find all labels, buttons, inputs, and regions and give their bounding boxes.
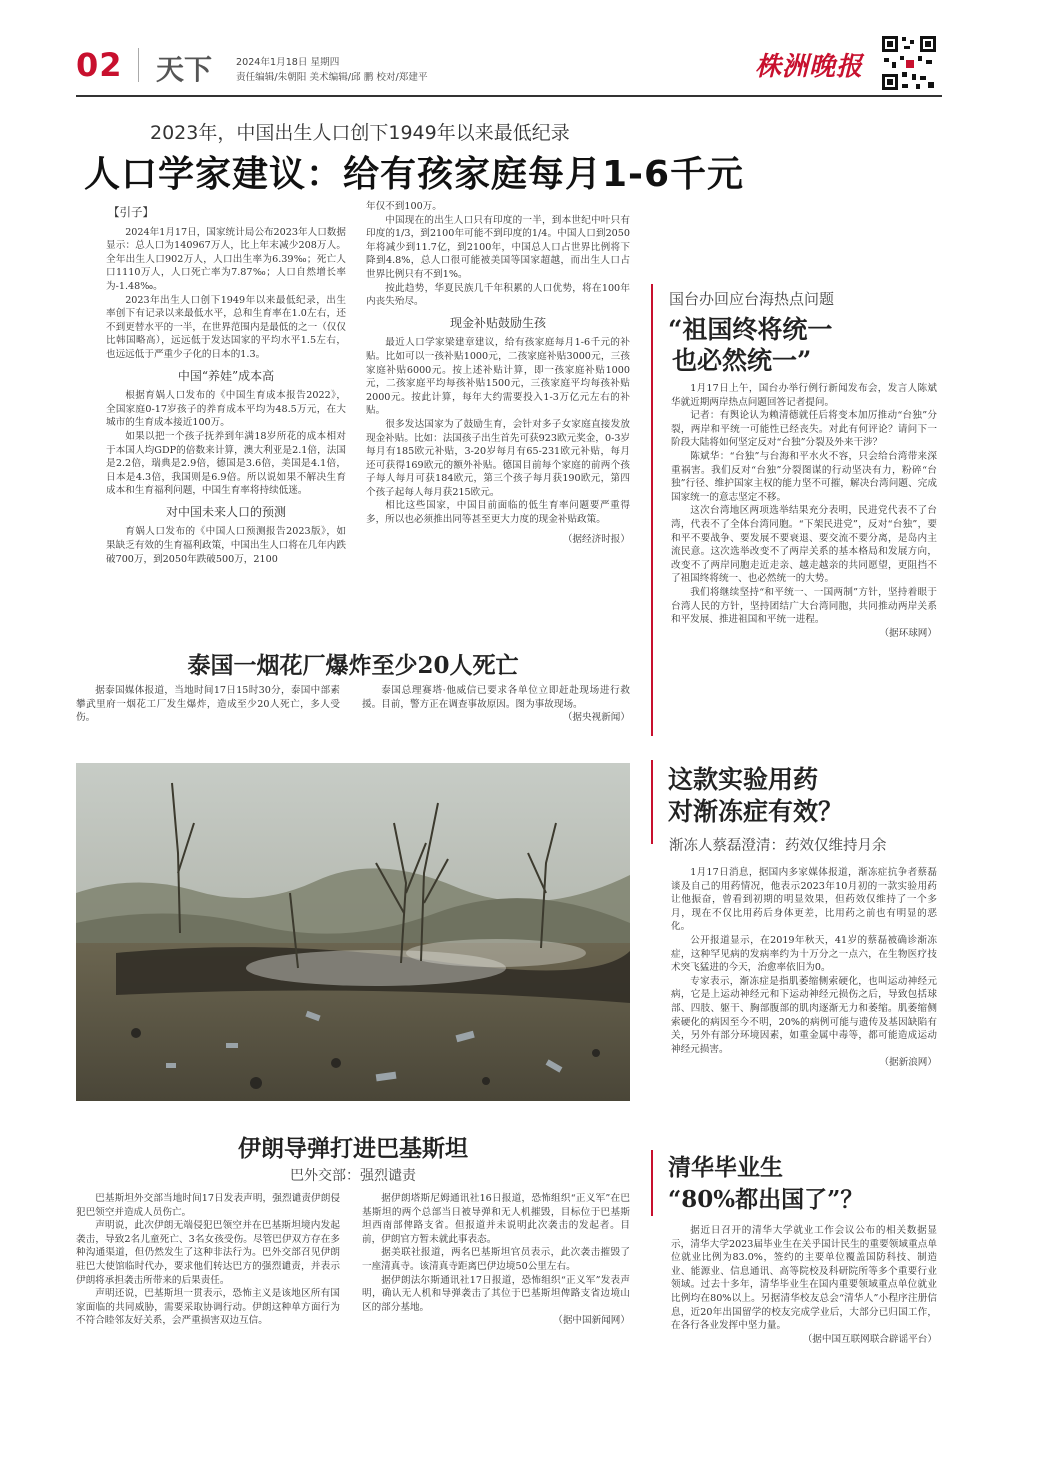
page-number: 02 [76,46,123,84]
paragraph: 相比这些国家，中国目前面临的低生育率问题要严重得多，所以也必须推出同等甚至更大力度的现金补贴政策。 [366,500,630,526]
paragraph: 公开报道显示，在2019年秋天，41岁的蔡磊被确诊渐冻症，这种罕见病的发病率约为十万分之一点六，在生物医疗技术突飞猛进的今天，治愈率依旧为0。 [671,934,937,974]
paragraph: 记者：有舆论认为赖清德就任后将变本加厉推动“台独”分裂，两岸和平统一可能性已经丧失。对此有何评论？请问下一阶段大陆将如何坚定反对“台独”分裂及外来干涉？ [671,410,937,449]
paragraph: 据伊朗法尔斯通讯社17日报道，恐怖组织“正义军”发表声明，确认无人机和导弹袭击了其位于巴基斯坦俾路支省边境山区的部分基地。 [362,1274,630,1313]
drug-subhead: 渐冻人蔡磊澄清：药效仅维持月余 [669,838,887,854]
source-credit: （据央视新闻） [562,712,630,724]
paragraph: 2023年出生人口创下1949年以来最低纪录，出生率创下有记录以来最低水平，总和生育率在1.0左右，还不到更替水平的一半，在世界范围内是最低的之一（仅仅比韩国略高），远远低于发达国家的平均水平1.5左右，也远远低于严重少子化的日本的1.3。 [106,294,346,360]
main-kicker: 2023年，中国出生人口创下1949年以来最低纪录 [150,122,570,144]
source-credit: （据环球网） [879,627,937,639]
main-story-column-1 [106,206,346,566]
paragraph: 最近人口学家梁建章建议，给有孩家庭每月1-6千元的补贴。比如可以一孩补贴1000元，二孩家庭补贴3000元，三孩家庭补贴6000元。按上述补贴计算，即一孩家庭补贴1000元，二孩家庭平均每孩补贴1500元，三孩家庭平均每孩补贴2000元。按此计算，每年大约需要投入1-3万亿元左右的补贴。 [366,337,630,417]
section-name: 天下 [156,53,213,86]
paragraph: 据近日召开的清华大学就业工作会议公布的相关数据显示，清华大学2023届毕业生在关乎国计民生的重要领域重点单位就业比例为83.0%，签约的主要单位覆盖国防科技、制造业、能源业、信息通讯、高等院校及科研院所等多个重要行业领域。过去十多年，清华毕业生在国内重要领域重点单位就业比例均在80%以上。另据清华校友总会“清华人”小程序注册信息，近20年出国留学的校友完成学业后，大部分已归国工作，在各行各业发挥中坚力量。 [671,1225,937,1332]
paragraph: 育娲人口发布的《中国人口预测报告2023版》，如果缺乏有效的生育福利政策，中国出生人口将在几年内跌破700万，到2050年跌破500万，2100 [106,526,346,565]
iran-column-2 [362,1192,630,1328]
paragraph: 巴基斯坦外交部当地时间17日发表声明，强烈谴责伊朗侵犯巴领空并造成人员伤亡。 [76,1193,340,1218]
source-credit: （据新浪网） [879,1057,937,1069]
paragraph: 1月17日上午，国台办举行例行新闻发布会，发言人陈斌华就近期两岸热点问题回答记者提问。 [671,383,937,408]
main-headline: 人口学家建议：给有孩家庭每月1-6千元 [84,154,745,195]
iran-subhead: 巴外交部：强烈谴责 [290,1168,416,1184]
paragraph: 泰国总理赛塔·他威信已要求各单位立即赶赴现场进行救援。目前，警方正在调查事故原因。图为事故现场。 [362,685,630,710]
fireworks-headline: 泰国一烟花厂爆炸至少20人死亡 [187,652,519,679]
headline-line: “80%都出国了”？ [668,1186,864,1213]
paragraph: 中国现在的出生人口只有印度的一半，到本世纪中叶只有印度的1/3，到2100年可能不到印度的1/4。中国人口到2050年将减少到11.7亿，到2100年，中国总人口占世界比例将下降到4.8%，总人口很可能被美国等国家超越，而出生人口占世界比例只有不到1%。 [366,214,630,280]
explosion-site-photo [76,763,630,1101]
drug-headline [668,764,843,828]
fireworks-column-2 [362,684,630,725]
drug-story-body [671,866,937,1070]
taiwan-headline [668,314,832,376]
subheading: 中国“养娃”成本高 [177,368,275,383]
headline-line: 清华毕业生 [668,1154,783,1181]
paragraph: 根据育娲人口发布的《中国生育成本报告2022》，全国家庭0-17岁孩子的养育成本平均为48.5万元，在大城市的生育成本接近100万。 [106,390,346,429]
masthead-logo: 株洲晚报 [755,52,864,82]
paragraph: 这次台湾地区两项选举结果充分表明，民进党代表不了台湾，代表不了全体台湾同胞。“下架民进党”，反对“台独”，要和平不要战争、要发展不要衰退、要交流不要分离，是岛内主流民意。这次选举改变不了两岸关系的基本格局和发展方向，改变不了两岸同胞走近走亲、越走越亲的共同愿望，更阻挡不了祖国终将统一、也必然统一的大势。 [671,505,937,585]
headline-line: “祖国终将统一 [668,315,833,344]
paragraph: 我们将继续坚持“和平统一、一国两制”方针，坚持着眼于台湾人民的方针，坚持团结广大台湾同胞，共同推动两岸关系和平发展、推进祖国和平统一进程。 [671,586,937,626]
paragraph: 2024年1月17日，国家统计局公布2023年人口数据显示：总人口为140967万人，比上年末减少208万人。全年出生人口902万人，人口出生率为6.39‰；死亡人口1110万人，人口死亡率为7.87‰；人口自然增长率为-1.48‰。 [106,226,346,292]
header-rule [76,95,942,97]
tsinghua-story-body [671,1224,937,1346]
paragraph: 专家表示，渐冻症是指肌萎缩侧索硬化，也叫运动神经元病，它是上运动神经元和下运动神经元损伤之后，导致包括球部、四肢、躯干、胸部腹部的肌肉逐渐无力和萎缩。肌萎缩侧索硬化的病因至今不明，20%的病例可能与遗传及基因缺陷有关，另外有部分环境因素，如重金属中毒等，都可能造成运动神经元损害。 [671,975,937,1055]
column-accent-rule [651,284,653,736]
paragraph: 据美联社报道，两名巴基斯坦官员表示，此次袭击摧毁了一座清真寺。该清真寺距离巴伊边境50公里左右。 [362,1247,630,1272]
editor-credits: 责任编辑/朱朝阳 美术编辑/邱 鹏 校对/郑建平 [236,72,428,83]
main-story-column-2 [366,200,630,546]
fireworks-column-1 [76,684,340,725]
headline-line: 也必然统一” [672,346,812,375]
taiwan-story-body [671,382,937,640]
source-credit: （据经济时报） [562,533,630,545]
paragraph: 声明还说，巴基斯坦一贯表示，恐怖主义是该地区所有国家面临的共同威胁，需要采取协调行动。伊朗这种单方面行为不符合睦邻友好关系，会严重损害双边互信。 [76,1288,340,1327]
header-divider [138,48,139,82]
taiwan-kicker: 国台办回应台海热点问题 [669,290,835,308]
paragraph: 陈斌华：“台独”与台海和平水火不容，只会给台湾带来深重祸害。我们反对“台独”分裂图谋的行动坚决有力，粉碎“台独”行径、维护国家主权的能力坚不可摧，解决台湾问题、完成国家统一的意志坚定不移。 [671,450,937,503]
column-accent-rule [651,1150,653,1216]
intro-label: 【引子】 [108,205,154,219]
paragraph: 按此趋势，华夏民族几千年积累的人口优势，将在100年内丧失殆尽。 [366,282,630,308]
qr-code-icon[interactable] [880,34,938,92]
column-accent-rule [651,760,653,844]
paragraph: 1月17日消息，据国内多家媒体报道，渐冻症抗争者蔡磊谈及自己的用药情况，他表示2023年10月初的一款实验用药让他振奋，曾看到初期的明显效果，但药效仅维持了一个多月，现在不仅比用药后身体更差，比用药之前也有明显的恶化。 [671,867,937,933]
iran-headline: 伊朗导弹打进巴基斯坦 [238,1135,468,1162]
source-credit: （据中国互联网联合辟谣平台） [802,1333,937,1345]
paragraph: 很多发达国家为了鼓励生育，会针对多子女家庭直接发放现金补贴。比如：法国孩子出生首先可获923欧元奖金，0-3岁每月有185欧元补贴，3-20岁每月有65-231欧元补贴，每月还可获得169欧元的额外补贴。德国目前每个家庭的前两个孩子每人每月可获184欧元，第三个孩子每月获190欧元，第四个孩子起每人每月获215欧元。 [366,418,631,498]
source-credit: （据中国新闻网） [553,1315,630,1327]
tsinghua-headline [668,1152,863,1216]
subheading: 对中国未来人口的预测 [165,504,286,519]
paragraph: 据泰国媒体报道，当地时间17日15时30分，泰国中部素攀武里府一烟花工厂发生爆炸，造成至少20人死亡，多人受伤。 [76,685,340,724]
subheading: 现金补贴鼓励生孩 [449,315,546,330]
issue-date: 2024年1月18日 星期四 [236,57,340,68]
paragraph: 如果以把一个孩子抚养到年满18岁所花的成本相对于本国人均GDP的倍数来计算，澳大利亚是2.1倍，法国是2.2倍，瑞典是2.9倍，德国是3.6倍，美国是4.1倍，日本是4.3倍，我国则是6.9倍。所以说如果不解决生育成本和生育福利问题，中国生育率将持续低迷。 [106,430,346,497]
paragraph: 年仅不到100万。 [366,201,442,212]
iran-column-1 [76,1192,340,1328]
paragraph: 声明说，此次伊朗无端侵犯巴领空并在巴基斯坦境内发起袭击，导致2名儿童死亡、3名女孩受伤。尽管巴伊双方存在多种沟通渠道，但仍然发生了这种非法行为。巴外交部召见伊朗驻巴大使馆临时代办，要求他们转达巴方的强烈谴责，并表示伊朗将承担袭击所带来的后果责任。 [76,1220,340,1286]
paragraph: 据伊朗塔斯尼姆通讯社16日报道，恐怖组织“正义军”在巴基斯坦的两个总部当日被导弹和无人机摧毁，目标位于巴基斯坦西南部俾路支省。但报道并未说明此次袭击的发起者。目前，伊朗官方暂未就此事表态。 [362,1193,630,1245]
headline-line: 这款实验用药 [668,765,819,794]
headline-line: 对渐冻症有效？ [668,797,844,826]
